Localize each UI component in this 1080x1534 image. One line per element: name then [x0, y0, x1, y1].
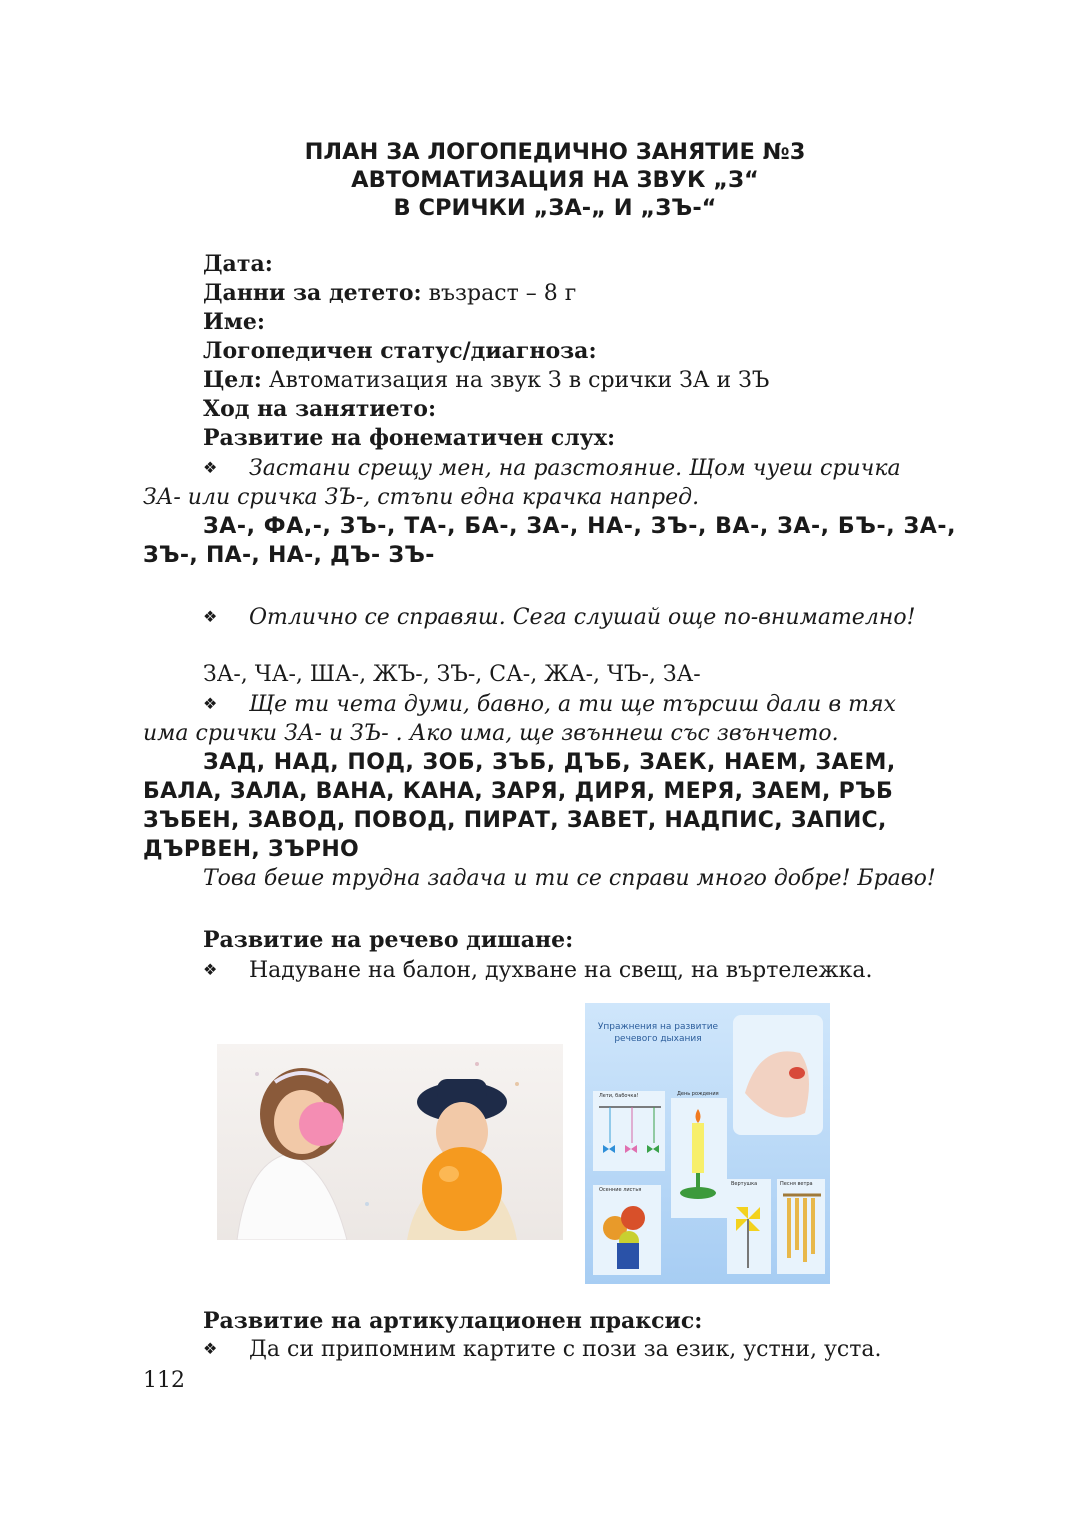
fields-block	[143, 250, 973, 570]
words-line-3: ЗЪБЕН, ЗАВОД, ПОВОД, ПИРАТ, ЗАВЕТ, НАДПИС, ЗАПИС,	[143, 808, 887, 833]
children-balloons-photo	[217, 1044, 563, 1240]
articulation-item-block	[143, 1334, 973, 1364]
goal-value: Автоматизация на звук З в срички ЗА и ЗЪ	[261, 368, 770, 393]
child-data-value: възраст – 8 г	[421, 281, 577, 306]
child-data-label: Данни за детето:	[203, 280, 422, 306]
breathing-item: Надуване на балон, духване на свещ, на въртележка.	[249, 958, 873, 983]
poster-label-5: Песня ветра	[780, 1181, 813, 1187]
breathing-heading: Развитие на речево дишане:	[203, 927, 574, 953]
poster-title: Упражнения на развитие речевого дыхания	[597, 1022, 719, 1044]
goal-label: Цел:	[203, 367, 262, 393]
title-line-2: АВТОМАТИЗАЦИЯ НА ЗВУК „З“	[351, 167, 759, 193]
bullet-icon: ❖	[203, 694, 218, 713]
articulation-heading: Развитие на артикулационен праксис:	[203, 1308, 703, 1334]
title-line-1: ПЛАН ЗА ЛОГОПЕДИЧНО ЗАНЯТИЕ №3	[304, 139, 806, 165]
praise-2: Това беше трудна задача и ти се справи много добре! Браво!	[203, 866, 936, 891]
phonemic-instruction-2: ЗА- или сричка ЗЪ-, стъпи една крачка напред.	[143, 485, 700, 510]
children-balloons-illustration	[217, 1044, 563, 1240]
bullet-icon: ❖	[203, 1339, 218, 1358]
title-line-3: В СРИЧКИ „ЗА-„ И „ЗЪ-“	[393, 195, 717, 221]
phonemic-heading: Развитие на фонематичен слух:	[203, 425, 616, 451]
bullet-icon: ❖	[203, 458, 218, 477]
words-line-1: ЗАД, НАД, ПОД, ЗОБ, ЗЪБ, ДЪБ, ЗАЕК, НАЕМ, ЗАЕМ,	[203, 750, 896, 775]
syllables-line-2: ЗЪ-, ПА-, НА-, ДЪ- ЗЪ-	[143, 543, 435, 568]
poster-label-4: Вертушка	[731, 1181, 758, 1187]
syllables-plain: ЗА-, ЧА-, ША-, ЖЪ-, ЗЪ-, СА-, ЖА-, ЧЪ-, ЗА-	[203, 662, 701, 687]
poster-label-2: День рождения	[677, 1091, 719, 1097]
name-label: Име:	[203, 309, 266, 335]
page-title	[140, 138, 970, 222]
poster-label-1: Лети, бабочка!	[599, 1093, 639, 1099]
page-number: 112	[143, 1368, 185, 1393]
articulation-item: Да си припомним картите с пози за език, устни, уста.	[249, 1337, 882, 1362]
words-instruction-2: има срички ЗА- и ЗЪ- . Ако има, ще звъннеш със звънчето.	[143, 721, 839, 746]
syllables-line-1: ЗА-, ФА,-, ЗЪ-, ТА-, БА-, ЗА-, НА-, ЗЪ-, ВА-, ЗА-, БЪ-, ЗА-,	[203, 514, 957, 539]
breathing-exercises-poster	[585, 1003, 830, 1284]
praise-1: Отлично се справяш. Сега слушай още по-внимателно!	[249, 605, 916, 630]
praise-block	[143, 602, 973, 632]
status-label: Логопедичен статус/диагноза:	[203, 338, 597, 364]
words-line-4: ДЪРВЕН, ЗЪРНО	[143, 837, 360, 862]
words-block	[143, 660, 973, 893]
breathing-block	[143, 926, 973, 985]
words-line-2: БАЛА, ЗАЛА, ВАНА, КАНА, ЗАРЯ, ДИРЯ, МЕРЯ, ЗАЕМ, РЪБ	[143, 779, 894, 804]
course-label: Ход на занятието:	[203, 396, 437, 422]
poster-illustration	[585, 1003, 830, 1284]
poster-label-3: Осенние листья	[599, 1187, 642, 1193]
bullet-icon: ❖	[203, 960, 218, 979]
date-label: Дата:	[203, 251, 273, 277]
words-instruction-1: Ще ти чета думи, бавно, а ти ще търсиш дали в тях	[249, 692, 896, 717]
bullet-icon: ❖	[203, 607, 218, 626]
phonemic-instruction-1: Застани срещу мен, на разстояние. Щом чуеш сричка	[249, 456, 901, 481]
articulation-heading-block	[143, 1307, 973, 1336]
